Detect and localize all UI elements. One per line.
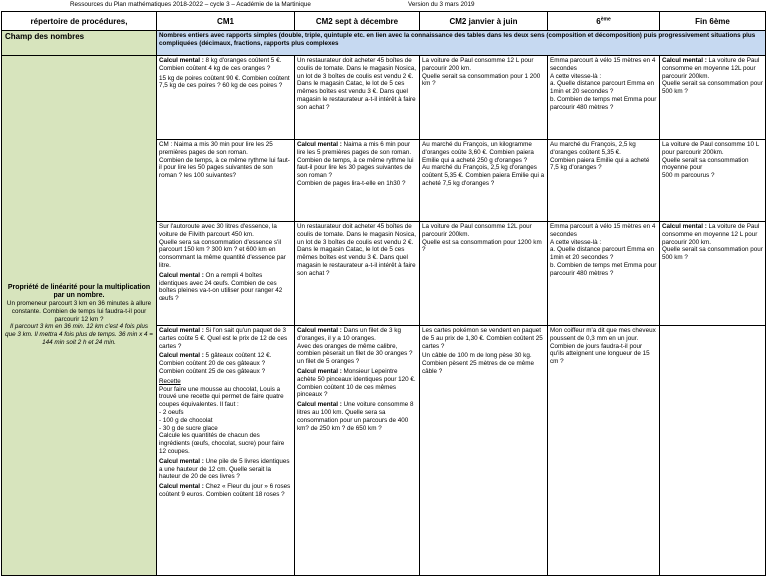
exercise-paragraph	[159, 378, 292, 456]
exercise-paragraph	[297, 57, 417, 112]
exercise-heading: Recette	[159, 377, 181, 385]
exercise-label: Calcul mental :	[159, 327, 204, 334]
propriete-text: Un promeneur parcourt 3 km en 36 minutes à allure constante. Combien de temps lui faudra-t-il pour parcourir 12 km ?	[6, 299, 152, 323]
exercise-paragraph	[159, 272, 292, 303]
exercise-text: Un restaurateur doit acheter 45 boîtes de coulis de tomate. Dans le magasin Nosica, un lot de 3 boîtes de coulis est vendu 2 €. Dans le magasin Catac, le lot de 5 ces mêmes boîtes est vendu 3 €. Dans quel magasin le restaurateur a-t-il intérêt à faire son achat ?	[297, 57, 416, 111]
header-right: Version du 3 mars 2019	[408, 1, 475, 8]
exercise-label: Calcul mental :	[159, 457, 204, 465]
cell-r3-cm2b	[420, 326, 548, 576]
exercise-label: Calcul mental :	[662, 223, 707, 230]
exercise-text: La voiture de Paul consomme en moyenne 12 L pour parcourir 200 km. Quelle serait sa consommation pour 500 km ?	[662, 223, 763, 262]
cell-r3-cm1	[157, 326, 295, 576]
col-fin-sixieme: Fin 6ème	[660, 12, 766, 31]
exercise-text: Dans un filet de 3 kg d'oranges, il y a 10 oranges. Avec des oranges de même calibre, combien pèserait un filet de 30 oranges ? un filet de 5 oranges ?	[297, 327, 413, 366]
exercise-paragraph	[422, 327, 545, 350]
cell-r3-fin6	[660, 326, 766, 576]
exercise-text: Au marché du François, un kilogramme d'oranges coûte 3,60 €. Combien paiera Emilie qui a acheté 250 g d'oranges ? Au marché du François, 2,5 kg d'oranges coûtent 5,35 €. Combien paiera Emilie qui a acheté 7,5 kg d'oranges ?	[422, 141, 545, 187]
exercise-text: Pour faire une mousse au chocolat, Louis a trouvé une recette qui permet de faire quatre coupes équivalentes. Il faut : - 2 oeufs - 100 g de chocolat - 30 g de sucre glace Calcule les quantités de chacun des ingrédients (œufs, chocolat, sucre) pour faire 12 coupes.	[159, 385, 285, 455]
exercise-paragraph	[159, 458, 292, 481]
exercise-paragraph	[662, 141, 763, 180]
exercise-paragraph	[159, 75, 292, 91]
exercise-text: Une pile de 5 livres identiques a une hauteur de 12 cm. Quelle serait la hauteur de 20 de ces livres ?	[159, 457, 290, 481]
cell-r1-cm1	[157, 140, 295, 222]
exercise-text: La voiture de Paul consomme 12L pour parcourir 200km. Quelle est sa consommation pour 1200 km ?	[422, 223, 542, 254]
propriete-solution: Il parcourt 3 km en 36 min. 12 km c'est 4 fois plus que 3 km. Il mettra 4 fois plus de temps. 36 min x 4 = 144 min soit 2 h et 24 min.	[5, 323, 153, 346]
exercise-label: Calcul mental :	[159, 57, 204, 64]
col-cm2-jan-jun: CM2 janvier à juin	[420, 12, 548, 31]
exercise-paragraph	[422, 141, 545, 188]
exercise-paragraph	[422, 223, 545, 254]
exercise-text: CM : Naima a mis 30 min pour lire les 25 premières pages de son roman. Combien de temps, à ce même rythme lui faut-il pour lire les 50 pages suivantes de son roman ? les 100 suivantes?	[159, 141, 290, 180]
exercise-paragraph	[297, 368, 417, 399]
col-cm2-sept-dec: CM2 sept à décembre	[295, 12, 420, 31]
exercise-label: Calcul mental :	[662, 57, 707, 64]
exercise-label: Calcul mental :	[297, 141, 342, 148]
exercise-paragraph	[550, 141, 657, 172]
col-sixieme-num: 6	[596, 16, 601, 26]
exercise-label: Calcul mental :	[159, 271, 204, 279]
exercise-text: Emma parcourt à vélo 15 mètres en 4 secondes A cette vitesse-là : a. Quelle distance parcourt Emma en 1min et 20 secondes ? b. Combien de temps met Emma pour parcourir 480 mètres ?	[550, 57, 657, 111]
cell-r3-sixieme	[548, 326, 660, 576]
exercise-label: Calcul mental :	[159, 483, 204, 491]
exercise-paragraph	[422, 352, 545, 375]
champ-row	[2, 31, 766, 56]
header-left: Ressources du Plan mathématiques 2018-2022 – cycle 3 – Académie de la Martinique	[70, 1, 311, 8]
exercise-text: Si l'on sait qu'un paquet de 3 cartes coûte 5 €. Quel est le prix de 12 de ces cartes ?	[159, 327, 288, 350]
exercise-paragraph	[662, 57, 763, 96]
exercise-paragraph	[550, 57, 657, 112]
exercise-text: Un câble de 100 m de long pèse 30 kg. Combien pèsent 25 mètres de ce même câble ?	[422, 352, 535, 375]
cell-r3-cm2a	[295, 326, 420, 576]
exercise-paragraph	[159, 141, 292, 180]
exercise-label: Calcul mental :	[297, 401, 342, 409]
exercise-label: Calcul mental :	[297, 367, 342, 375]
exercise-label: Calcul mental :	[159, 352, 204, 360]
cell-r2-sixieme	[548, 222, 660, 326]
cell-r1-cm2b	[420, 140, 548, 222]
table-row	[2, 56, 766, 140]
exercise-paragraph	[662, 223, 763, 262]
cell-r1-fin6	[660, 140, 766, 222]
exercise-text: La voiture de Paul consomme 10 L pour parcourir 200km. Quelle serait sa consommation moyenne pour 500 m parcourus ?	[662, 141, 760, 180]
exercise-paragraph	[550, 327, 657, 366]
column-header-row	[2, 12, 766, 31]
exercise-text: Mon coiffeur m'a dit que mes cheveux poussent de 0,3 mm en un jour. Combien de jours faudra-t-il pour qu'ils atteignent une longueur de 15 cm ?	[550, 327, 656, 366]
cell-r2-cm2a	[295, 222, 420, 326]
exercise-text: Emma parcourt à vélo 15 mètres en 4 secondes A cette vitesse-là : a. Quelle distance parcourt Emma en 1min et 20 secondes ? b. Combien de temps met Emma pour parcourir 480 mètres ?	[550, 223, 657, 277]
exercise-text: La voiture de Paul consomme en moyenne 12L pour parcourir 200km. Quelle serait sa consommation pour 500 km ?	[662, 57, 763, 96]
exercise-text: On a rempli 4 boîtes identiques avec 24 œufs. Combien de ces boîtes pleines va-t-on utiliser pour ranger 42 œufs ?	[159, 271, 283, 303]
exercise-text: Sur l'autoroute avec 30 litres d'essence, la voiture de Filvith parcourt 450 km. Quelle sera sa consommation d'essence s'il parcourt 150 km ? 300 km ? et 600 km en consommant la même quantité d'essence par litre.	[159, 223, 286, 269]
cell-r2-cm2b	[420, 222, 548, 326]
cell-r0-sixieme	[548, 56, 660, 140]
exercise-text: Un restaurateur doit acheter 45 boîtes de coulis de tomate. Dans le magasin Nosica, un lot de 3 boîtes de coulis est vendu 2 €. Dans le magasin Catac, le lot de 5 ces mêmes boîtes est vendu 3 €. Dans quel magasin le restaurateur a-t-il intérêt à faire son achat ?	[297, 223, 416, 277]
exercise-paragraph	[550, 223, 657, 278]
propriete-title: Propriété de linéarité pour la multiplication par un nombre.	[7, 284, 151, 300]
cell-r1-sixieme	[548, 140, 660, 222]
cell-r0-cm2a	[295, 56, 420, 140]
col-sixieme-sup: ème	[600, 15, 611, 22]
progression-table	[1, 11, 766, 576]
exercise-text: Les cartes pokémon se vendent en paquet de 5 au prix de 1,30 €. Combien coûtent 25 cartes ?	[422, 327, 543, 350]
exercise-paragraph	[159, 327, 292, 350]
exercise-paragraph	[159, 483, 292, 499]
exercise-text: Monsieur Lepeintre achète 50 pinceaux identiques pour 120 €. Combien coûtent 10 de ces mêmes pinceaux ?	[297, 367, 416, 399]
cell-r0-cm2b	[420, 56, 548, 140]
exercise-paragraph	[297, 327, 417, 366]
exercise-paragraph	[297, 401, 417, 432]
exercise-text: 5 gâteaux coûtent 12 €. Combien coûtent 20 de ces gâteaux ? Combien coûtent 25 de ces gâteaux ?	[159, 352, 272, 375]
col-cm1: CM1	[157, 12, 295, 31]
exercise-paragraph	[159, 352, 292, 375]
exercise-paragraph	[159, 57, 292, 73]
cell-r2-fin6	[660, 222, 766, 326]
exercise-text: Une voiture consomme 8 litres au 100 km. Quelle sera sa consommation pour un parcours de 400 km? de 250 km ? de 650 km ?	[297, 401, 414, 432]
cell-r0-cm1	[157, 56, 295, 140]
page-header	[0, 0, 768, 9]
exercise-paragraph	[159, 223, 292, 270]
col-repertoire: répertoire de procédures,	[2, 12, 157, 31]
cell-r2-cm1	[157, 222, 295, 326]
propriete-cell	[2, 56, 157, 576]
exercise-text: 8 kg d'oranges coûtent 5 €. Combien coûtent 4 kg de ces oranges ?	[159, 57, 282, 72]
cell-r0-fin6	[660, 56, 766, 140]
champ-description: Nombres entiers avec rapports simples (double, triple, quintuple etc. en lien avec la connaissance des tables dans les deux sens (composition et décomposition) puis progressivement situations plus compliquées (décimaux, fractions, rapports plus complexes	[157, 31, 766, 56]
exercise-paragraph	[297, 141, 417, 188]
col-sixieme	[548, 12, 660, 31]
exercise-text: Naima a mis 6 min pour lire les 5 premières pages de son roman. Combien de temps, à ce même rythme lui faut-il pour lire les 30 pages suivantes de son roman ? Combien de pages lira-t-elle en 1h30 ?	[297, 141, 414, 187]
exercise-label: Calcul mental :	[297, 327, 342, 334]
exercise-text: 15 kg de poires coûtent 90 €. Combien coûtent 7,5 kg de ces poires ? 60 kg de ces poires ?	[159, 74, 290, 90]
exercise-text: Au marché du François, 2,5 kg d'oranges coûtent 5,35 €. Combien paiera Emilie qui a acheté 7,5 kg d'oranges ?	[550, 141, 650, 172]
exercise-text: La voiture de Paul consomme 12 L pour parcourir 200 km. Quelle serait sa consommation pour 1 200 km ?	[422, 57, 541, 88]
exercise-paragraph	[297, 223, 417, 278]
exercise-text: Chez « Fleur du jour » 6 roses coûtent 9 euros. Combien coûtent 18 roses ?	[159, 483, 291, 498]
champ-label: Champ des nombres	[2, 31, 157, 56]
cell-r1-cm2a	[295, 140, 420, 222]
exercise-paragraph	[422, 57, 545, 88]
